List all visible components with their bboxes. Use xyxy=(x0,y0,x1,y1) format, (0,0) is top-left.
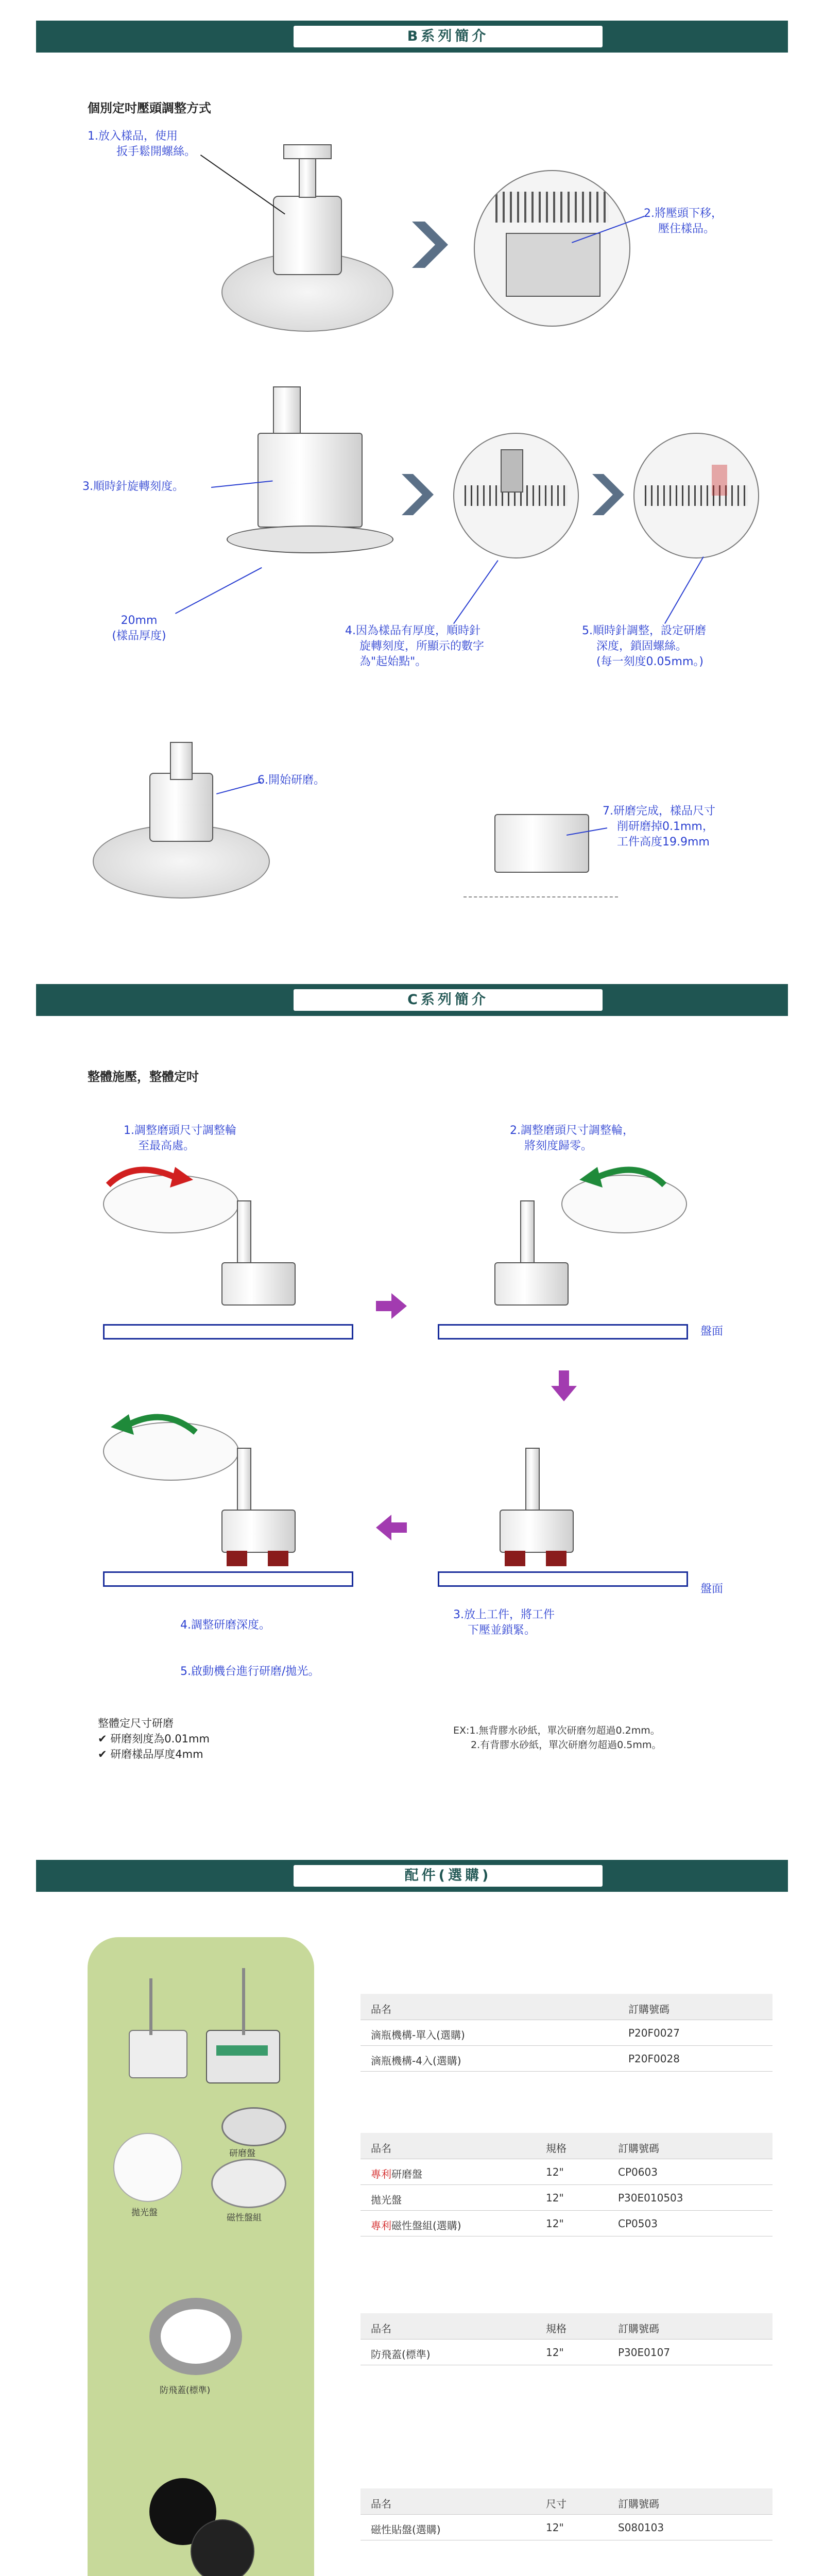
c-spec-block xyxy=(98,1716,210,1762)
c-step1-text: 1.調整磨頭尺寸調整輪 至最高處。 xyxy=(124,1124,236,1153)
accessories-title: 配件(選購) xyxy=(294,1865,603,1887)
splash-cover-image xyxy=(149,2298,242,2375)
accessory-table-3: 品名 規格 訂購號碼 防飛蓋(標準) 12" P30E0107 xyxy=(360,2313,772,2365)
b-step3-machine xyxy=(237,386,391,592)
accessory-table-4: 品名 尺寸 訂購號碼 磁性貼盤(選購) 12" S080103 xyxy=(360,2488,772,2540)
magnetic-disc-image xyxy=(211,2159,286,2208)
table-row: 專利研磨盤 12" CP0603 xyxy=(360,2159,772,2185)
b-series-banner xyxy=(36,21,788,53)
b-step3-text: 3.順時針旋轉刻度。 xyxy=(82,480,184,493)
b-step1-machine xyxy=(221,124,391,345)
c-note-1: EX:1.無背膠水砂紙，單次研磨勿超過0.2mm。 xyxy=(453,1725,660,1736)
c-spec-item: ✔ 研磨刻度為0.01mm xyxy=(98,1733,210,1745)
accessory-table-2: 品名 規格 訂購號碼 專利研磨盤 12" CP0603 拋光盤 12" P30E010503 專利磁性盤組(選購) 12" CP0503 xyxy=(360,2133,772,2236)
b-series-subtitle: 個別定吋壓頭調整方式 xyxy=(88,101,211,115)
grinding-disc-image xyxy=(221,2107,286,2146)
b-step2-text: 2.將壓頭下移， 壓住樣品。 xyxy=(644,207,723,235)
chevron-right-icon xyxy=(412,222,453,268)
table-row: 專利磁性盤組(選購) 12" CP0503 xyxy=(360,2210,772,2236)
c-step4-text: 4.調整研磨深度。 xyxy=(180,1619,270,1632)
c-step3-machine xyxy=(438,1412,685,1597)
c-spec-title: 整體定尺寸研磨 xyxy=(98,1717,174,1730)
magnetic-sheet-image xyxy=(191,2519,254,2576)
b-step7-text: 7.研磨完成，樣品尺寸 削研磨掉0.1mm， 工件高度19.9mm xyxy=(603,805,715,849)
accessory-table-1: 品名 訂購號碼 滴瓶機構-單入(選購) P20F0027 滴瓶機構-4入(選購) P20F0028 xyxy=(360,1994,772,2071)
b-step6-text: 6.開始研磨。 xyxy=(258,774,325,787)
b-step5-zoom xyxy=(633,433,759,558)
photo-label-grinding: 研磨盤 xyxy=(229,2148,255,2159)
b-step4-text: 4.因為樣品有厚度，順時針 旋轉刻度，所顯示的數字 為"起始點"。 xyxy=(345,624,484,668)
accessories-banner xyxy=(36,1860,788,1892)
c-plate-label-1: 盤面 xyxy=(700,1325,724,1338)
accessories-photo-panel xyxy=(88,1937,314,2576)
drip-unit-image xyxy=(118,1968,288,2092)
c-plate-label-2: 盤面 xyxy=(700,1583,724,1596)
b-series-title: B系列簡介 xyxy=(294,26,603,47)
b-step2-zoom xyxy=(474,170,630,327)
c-step2-machine xyxy=(438,1164,685,1350)
c-step4-machine xyxy=(103,1412,350,1597)
table-row: 滴瓶機構-單入(選購) P20F0027 xyxy=(360,2020,772,2046)
photo-label-splash: 防飛蓋(標準) xyxy=(160,2385,211,2396)
c-step3-text: 3.放上工件，將工件 下壓並鎖緊。 xyxy=(453,1608,555,1637)
photo-label-polishing: 拋光盤 xyxy=(131,2208,158,2218)
b-step4-zoom xyxy=(453,433,579,558)
polishing-disc-image xyxy=(113,2133,182,2202)
chevron-right-icon xyxy=(592,474,628,515)
b-step5-text: 5.順時針調整，設定研磨 深度，鎖固螺絲。 (每一刻度0.05mm。) xyxy=(582,624,706,668)
chevron-right-icon xyxy=(402,474,438,515)
table-row: 磁性貼盤(選購) 12" S080103 xyxy=(360,2514,772,2540)
c-note-2: 2.有背膠水砂紙，單次研磨勿超過0.5mm。 xyxy=(471,1739,662,1751)
b-step1-text: 1.放入樣品，使用 扳手鬆開螺絲。 xyxy=(88,130,196,158)
arrow-right-icon xyxy=(376,1293,407,1319)
b-thickness-note: 20mm (樣品厚度) xyxy=(112,614,166,642)
arrow-left-icon xyxy=(376,1515,407,1540)
c-series-title: C系列簡介 xyxy=(294,989,603,1011)
c-spec-item: ✔ 研磨樣品厚度4mm xyxy=(98,1748,203,1760)
photo-label-magnetic: 磁性盤組 xyxy=(227,2213,262,2223)
c-series-banner xyxy=(36,984,788,1016)
table-row: 防飛蓋(標準) 12" P30E0107 xyxy=(360,2339,772,2365)
c-step2-text: 2.調整磨頭尺寸調整輪， 將刻度歸零。 xyxy=(510,1124,634,1153)
c-step1-machine xyxy=(103,1164,350,1350)
b-step6-machine xyxy=(93,742,268,907)
c-notes xyxy=(453,1723,661,1752)
b-step7-machine xyxy=(464,793,618,896)
arrow-down-icon xyxy=(551,1370,577,1401)
table-row: 滴瓶機構-4入(選購) P20F0028 xyxy=(360,2045,772,2072)
c-step5-text: 5.啟動機台進行研磨/拋光。 xyxy=(180,1665,320,1678)
table-row: 拋光盤 12" P30E010503 xyxy=(360,2184,772,2211)
c-series-subtitle: 整體施壓，整體定吋 xyxy=(88,1070,199,1084)
